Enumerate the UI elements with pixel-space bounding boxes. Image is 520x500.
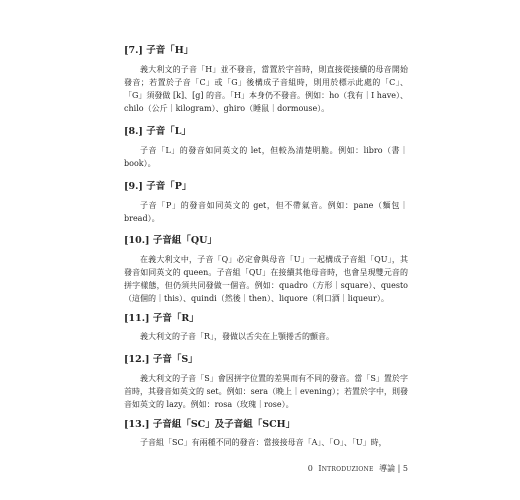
section-heading: [9.] 子音「P」: [124, 181, 192, 192]
section-p: [124, 180, 408, 225]
section-sc-sch: [124, 418, 408, 449]
section-qu: [124, 234, 408, 305]
section-body: 子音「P」的發音如同英文的 get，但不帶氣音。例如：pane（麵包｜bread）。: [124, 201, 408, 223]
section-heading: [10.] 子音組「QU」: [124, 235, 217, 246]
section-body: 義大利文的子音「R」，發做以舌尖在上顎捲舌的顫音。: [140, 332, 335, 341]
section-body: 義大利文的子音「H」並不發音，當置於字首時，則直接從接續的母音開始發音；若置於子音「C」或「G」後構成子音組時，則用於標示此處的「C」、「G」須發做 [k]、[g] 的音。「H」本身仍不發音。例如：ho（我有｜I have）、chilo（公斤｜kilogram）、ghiro（睡鼠｜dormouse）。: [124, 65, 408, 113]
page-number: 5: [402, 464, 408, 473]
section-h: [124, 44, 408, 115]
footer-separator: |: [397, 464, 401, 473]
section-heading: [11.] 子音「R」: [124, 313, 199, 324]
section-r: [124, 312, 408, 343]
chapter-number: 0: [307, 464, 313, 473]
section-body: 在義大利文中，子音「Q」必定會與母音「U」一起構成子音組「QU」，其發音如同英文的 queen。子音組「QU」在接續其他母音時，也會呈現雙元音的拼字樣態，但仍須共同發做一個音。例如：quadro（方形｜square）、questo（這個的｜this）、quindi（然後｜then）、liquore（利口酒｜liqueur）。: [124, 255, 408, 303]
section-body: 子音組「SC」有兩種不同的發音：當接接母音「A」、「O」、「U」時，: [140, 438, 387, 447]
chapter-name: Introduzione: [318, 464, 374, 473]
section-heading: [8.] 子音「L」: [124, 126, 191, 137]
section-l: [124, 125, 408, 170]
section-body: 義大利文的子音「S」會因拼字位置的差異而有不同的發音。當「S」置於字首時，其發音如英文的 set。例如：sera（晚上｜evening）；若置於字中，則發音如英文的 lazy。例如：rosa（玫瑰｜rose）。: [124, 374, 409, 409]
section-s: [124, 353, 408, 411]
section-heading: [13.] 子音組「SC」及子音組「SCH」: [124, 419, 296, 430]
section-heading: [7.] 子音「H」: [124, 45, 194, 56]
section-body: 子音「L」的發音如同英文的 let，但較為清楚明脆。例如：libro（書｜book）。: [124, 146, 408, 168]
section-heading: [12.] 子音「S」: [124, 354, 198, 365]
page-footer: [308, 463, 408, 474]
chapter-name-zh: 導論: [379, 464, 396, 473]
